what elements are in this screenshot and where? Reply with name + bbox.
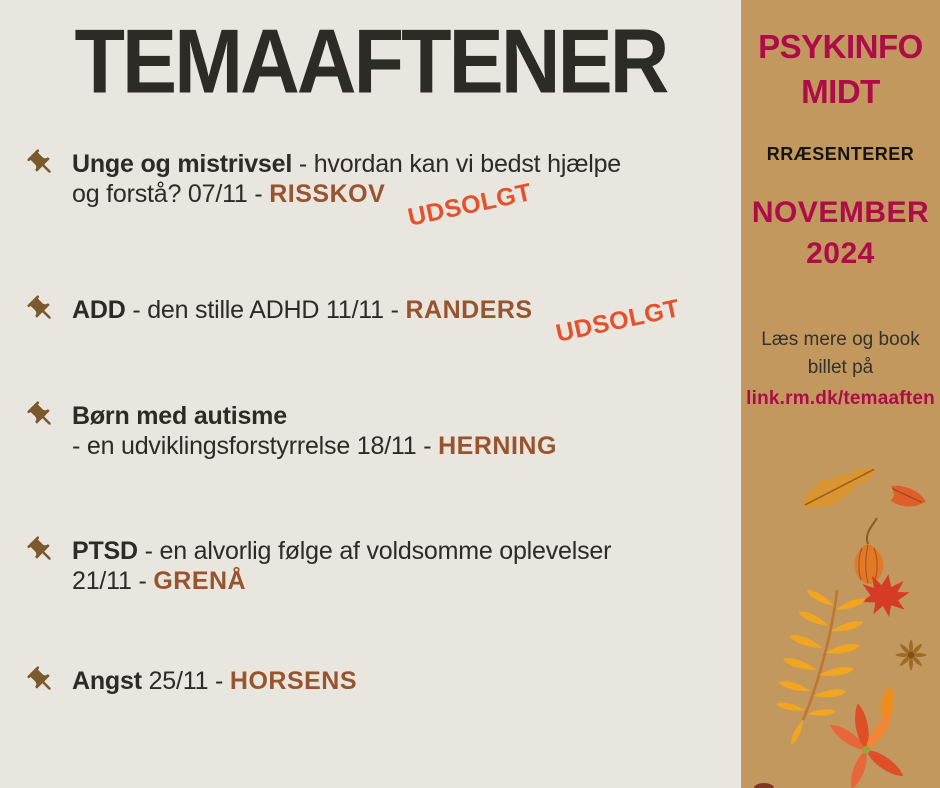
cta-text <box>741 326 940 413</box>
sidebar <box>741 0 940 788</box>
event-title: Unge og mistrivsel <box>72 150 293 178</box>
event-line <box>72 536 611 566</box>
star-anise <box>895 639 927 671</box>
event-location: RISSKOV <box>269 180 386 208</box>
event-item <box>26 536 726 596</box>
small-red-leaf <box>886 483 928 513</box>
event-title: Børn med autisme <box>72 402 287 430</box>
page-title: TEMAAFTENER <box>74 11 667 113</box>
event-description: - en alvorlig følge af voldsomme oplevelser <box>137 537 612 565</box>
event-item <box>26 149 726 232</box>
event-title: Angst <box>72 667 142 695</box>
event-description: - den stille ADHD 11/11 - <box>125 296 406 324</box>
presents-label: RRÆSENTERER <box>766 144 915 164</box>
event-line <box>72 178 621 232</box>
pushpin-icon <box>26 148 57 179</box>
event-line <box>72 666 357 696</box>
month-label <box>741 192 940 274</box>
event-location: HERNING <box>438 432 557 460</box>
event-location: HORSENS <box>229 667 358 695</box>
event-description: - hvordan kan vi bedst hjælpe <box>292 150 621 178</box>
event-line <box>72 294 682 348</box>
month-line2: 2024 <box>806 237 875 270</box>
event-text <box>72 666 357 696</box>
soldout-badge: UDSOLGT <box>553 294 682 348</box>
month-line1: NOVEMBER <box>751 196 930 229</box>
event-text <box>72 294 682 348</box>
event-location: GRENÅ <box>153 567 247 595</box>
rowan-leaf <box>776 587 867 746</box>
oak-leaf <box>796 454 882 518</box>
event-line <box>72 431 557 461</box>
event-item <box>26 666 726 696</box>
pushpin-icon <box>26 400 57 431</box>
pushpin-icon <box>26 535 57 566</box>
event-description: 21/11 - <box>72 567 154 595</box>
event-item <box>26 401 726 461</box>
physalis-lantern <box>855 518 884 584</box>
event-text <box>72 149 621 232</box>
event-line <box>72 149 621 179</box>
brand-name <box>741 24 940 114</box>
event-description: og forstå? 07/11 - <box>72 180 270 208</box>
booking-link[interactable]: link.rm.dk/temaaften <box>746 388 935 409</box>
event-description: 25/11 - <box>141 667 230 695</box>
autumn-leaves-decoration <box>741 448 940 788</box>
event-title: ADD <box>72 296 126 324</box>
brand-line2: MIDT <box>801 73 880 110</box>
event-item <box>26 294 726 348</box>
leaf-tip <box>754 783 774 788</box>
pushpin-icon <box>26 665 57 696</box>
event-location: RANDERS <box>405 296 533 324</box>
event-line <box>72 566 611 596</box>
creeper-leaf <box>827 702 907 788</box>
cta-line1: Læs mere og book <box>761 329 920 350</box>
soldout-badge: UDSOLGT <box>405 178 535 232</box>
brand-line1: PSYKINFO <box>758 28 923 65</box>
event-title: PTSD <box>72 537 138 565</box>
event-text <box>72 401 557 461</box>
cta-line2: billet på <box>807 357 874 378</box>
pushpin-icon <box>26 294 57 325</box>
event-description: - en udviklingsforstyrrelse 18/11 - <box>72 432 439 460</box>
event-line <box>72 401 557 431</box>
event-text <box>72 536 611 596</box>
